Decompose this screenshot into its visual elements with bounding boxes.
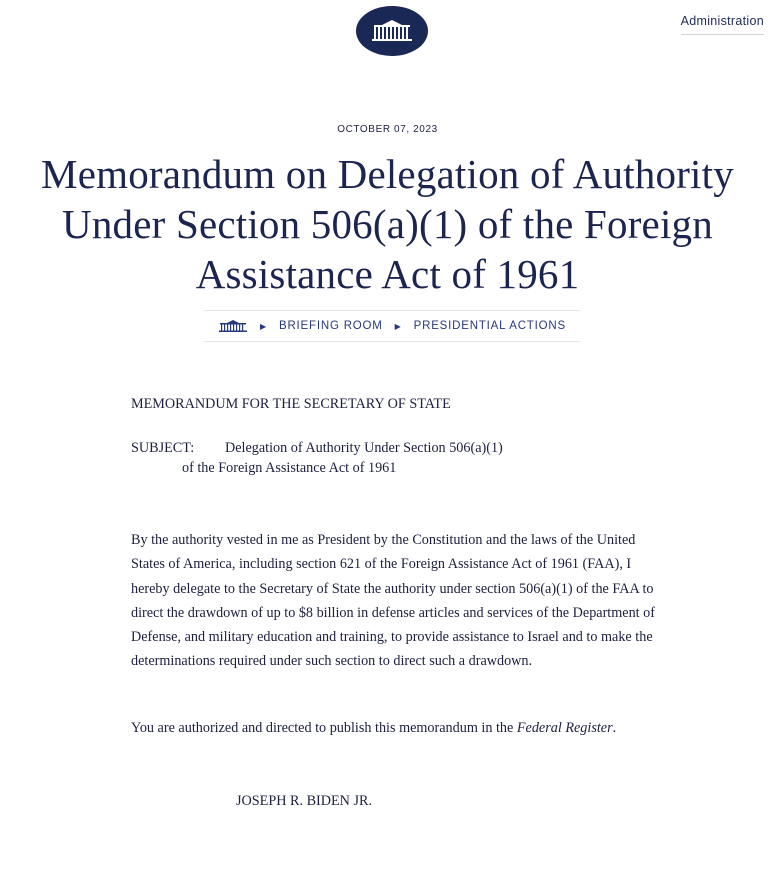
paragraph-2-end: . bbox=[612, 720, 617, 736]
white-house-logo[interactable] bbox=[356, 6, 428, 56]
article-date: OCTOBER 07, 2023 bbox=[337, 124, 438, 135]
breadcrumb-presidential-actions[interactable]: PRESIDENTIAL ACTIONS bbox=[413, 320, 566, 332]
white-house-icon[interactable] bbox=[218, 320, 248, 332]
white-house-icon bbox=[368, 19, 416, 43]
breadcrumb-briefing-room[interactable]: BRIEFING ROOM bbox=[278, 320, 383, 332]
memo-paragraph-1: By the authority vested in me as President by the Constitution and the laws of the United States of America, including section 621 of the Foreign Assistance Act of 1961 (FAA), I hereby delegate to the Secretary of State the authority under section 506(a)(1) of the FAA to direct the drawdown of up to $8 billion in defense articles and services of the Department of Defense, and military education and training, to provide assistance to Israel and to make the determinations required under such section to direct such a drawdown. bbox=[131, 532, 655, 670]
subject-line-2: of the Foreign Assistance Act of 1961 bbox=[182, 460, 397, 476]
paragraph-2-text: You are authorized and directed to publish this memorandum in the bbox=[131, 720, 517, 736]
subject-line-1: Delegation of Authority Under Section 506(a)(1) bbox=[225, 440, 503, 456]
subject-label: SUBJECT: bbox=[131, 440, 195, 456]
memo-recipient: MEMORANDUM FOR THE SECRETARY OF STATE bbox=[131, 396, 451, 412]
memo-paragraph-2 bbox=[131, 716, 661, 740]
caret-right-icon: ▶ bbox=[260, 321, 267, 331]
signature: JOSEPH R. BIDEN JR. bbox=[236, 793, 372, 809]
page-title: Memorandum on Delegation of Authority Under Section 506(a)(1) of the Foreign Assistance Act of 1961 bbox=[41, 151, 734, 297]
memo-subject bbox=[131, 438, 661, 478]
nav-administration-link[interactable]: Administration bbox=[681, 14, 764, 35]
caret-right-icon: ▶ bbox=[394, 321, 402, 331]
federal-register-italic: Federal Register bbox=[516, 720, 613, 736]
breadcrumb bbox=[204, 310, 580, 342]
